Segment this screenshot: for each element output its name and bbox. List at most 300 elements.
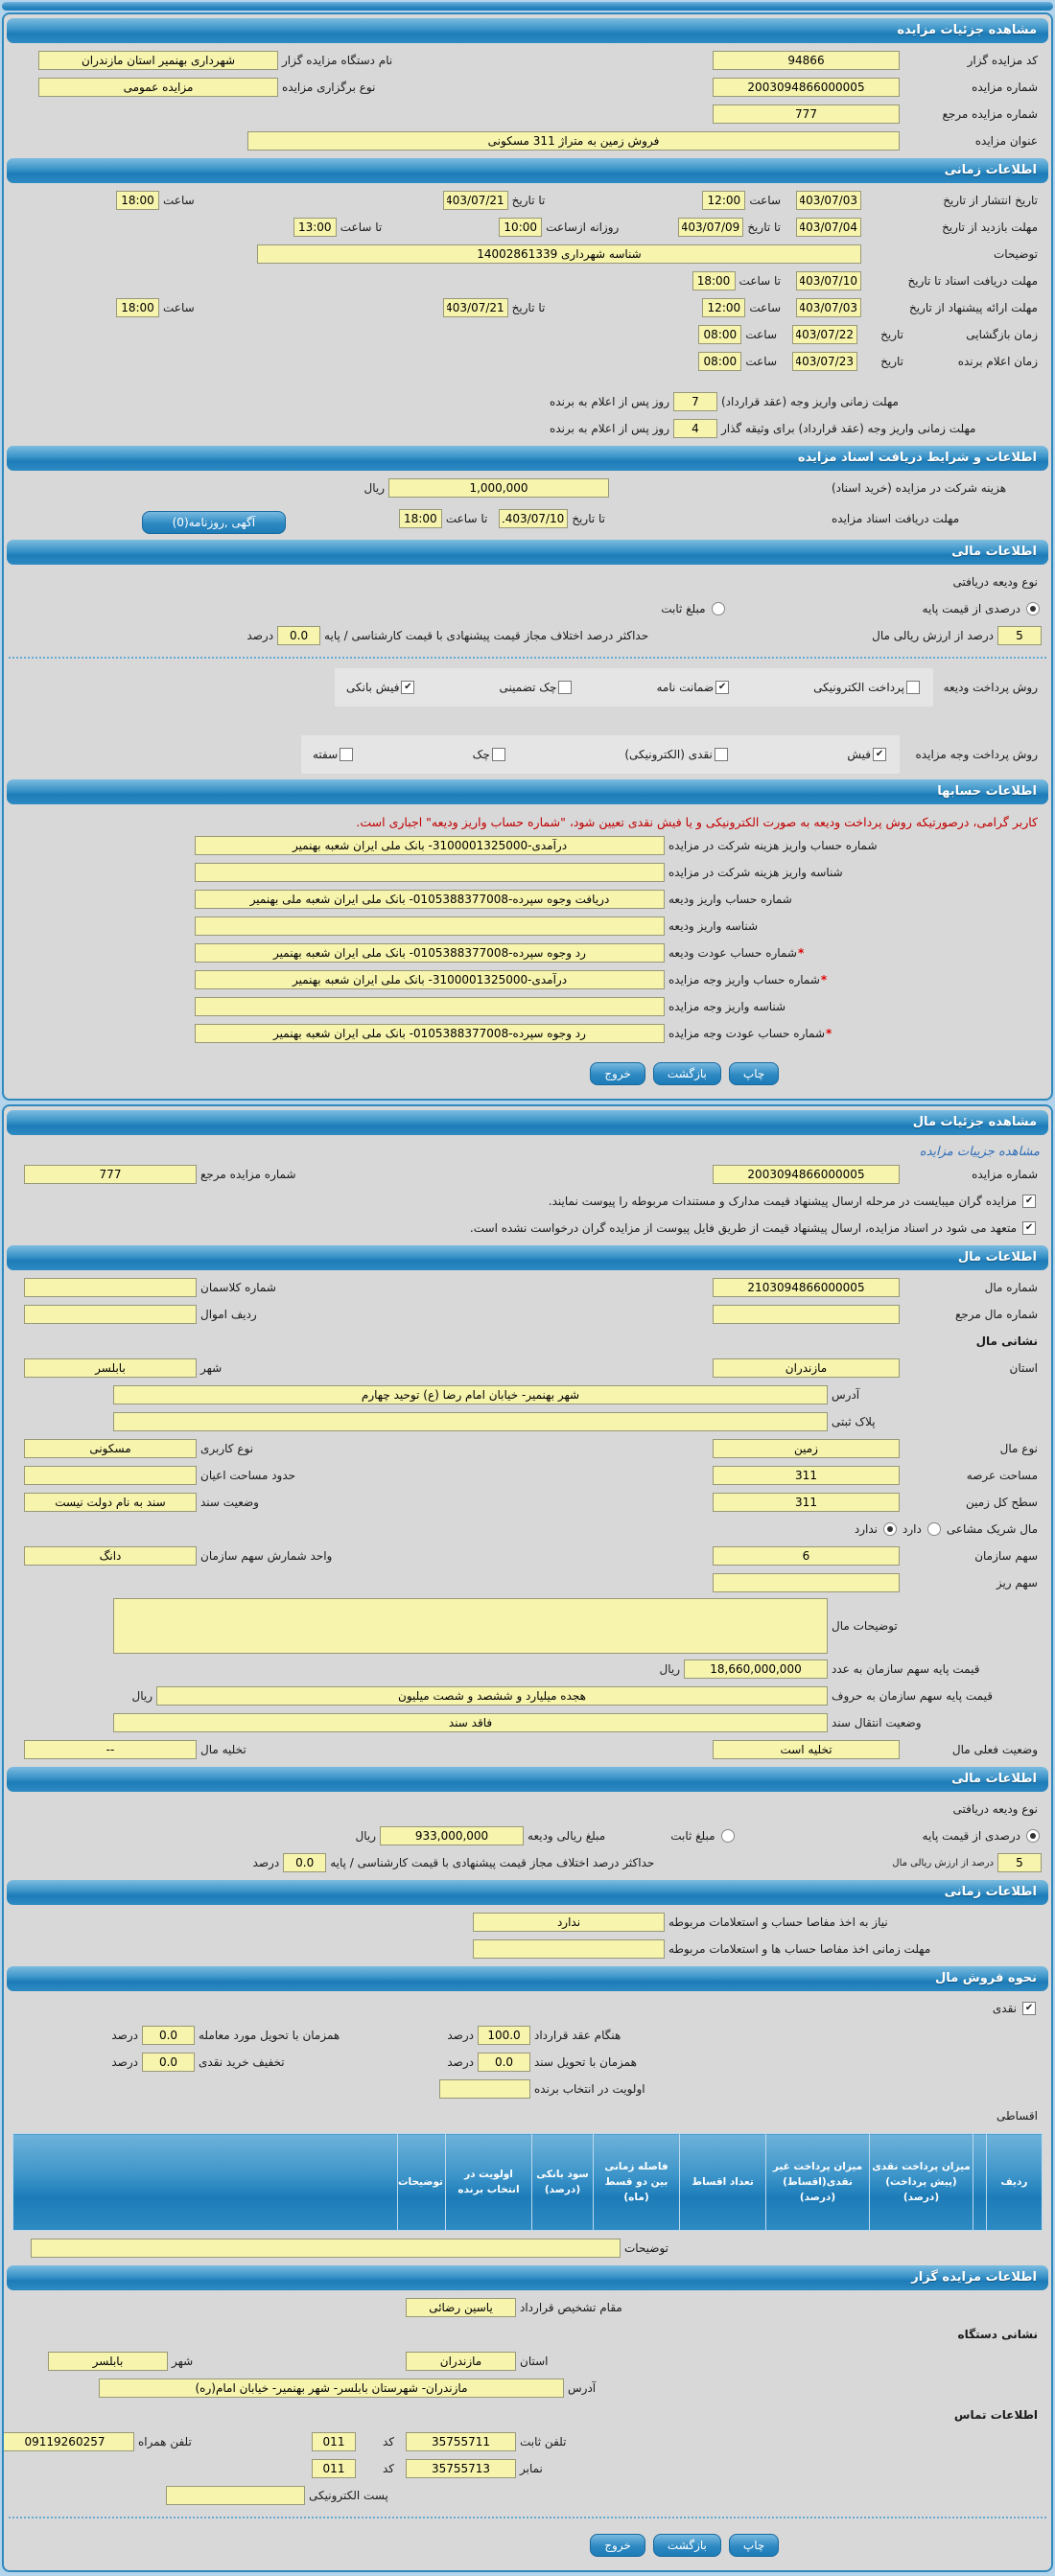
row-asset-auction-number [4, 1161, 1051, 1188]
total-land-field[interactable] [713, 1493, 900, 1512]
sale-description-field[interactable] [31, 2239, 621, 2258]
check-checkbox-icon[interactable] [492, 748, 505, 761]
required-asterisk: * [820, 973, 828, 986]
contract-sign-percent-field[interactable] [478, 2026, 530, 2045]
row-offer-deadline [4, 294, 1051, 321]
payment-deadline-guarantor-suffix: روز پس از اعلام به برنده [550, 422, 669, 435]
asset-percent-of-base-label: درصدی از قیمت پایه [922, 1829, 1020, 1843]
org-name-label: نام دستگاه مزایده گزار [282, 54, 393, 67]
cash-discount-field[interactable] [142, 2053, 195, 2072]
row-attach-docs-required [4, 1188, 1051, 1215]
row-asset-type [4, 1435, 1051, 1462]
row-current-status [4, 1736, 1051, 1763]
attach-docs-checkbox-icon[interactable] [1022, 1195, 1036, 1208]
section-header-auction-details: مشاهده جزئیات مزایده [7, 18, 1048, 43]
asset-province-label: استان [1009, 1361, 1038, 1375]
view-auction-details-link[interactable]: مشاهده جزییات مزایده [919, 1145, 1040, 1159]
delivery-percent-label: همزمان با تحویل مورد معامله [199, 2029, 340, 2042]
clearance-need-field[interactable] [473, 1913, 665, 1932]
auction-number-field[interactable] [713, 78, 900, 97]
asset-description-field[interactable] [113, 1598, 828, 1654]
no-attachment-checkbox-icon[interactable] [1022, 1221, 1036, 1235]
base-price-words-field[interactable] [156, 1686, 828, 1706]
winner-hour-field[interactable] [698, 352, 741, 371]
row-base-price-number [4, 1656, 1051, 1683]
row-sale-percents-1 [4, 2022, 1051, 2049]
account-auction-payment-field[interactable] [195, 970, 665, 989]
publish-from-date-field[interactable] [796, 191, 861, 210]
docs-limit-hour-field[interactable] [399, 509, 442, 528]
org-share-field[interactable] [713, 1546, 900, 1566]
cash-electronic-option[interactable] [624, 748, 730, 761]
auction-type-field[interactable] [38, 78, 278, 97]
visit-from-date-field[interactable] [796, 218, 861, 237]
asset-auction-ref-field[interactable] [24, 1165, 197, 1184]
bank-slip-label: فیش بانکی [346, 681, 400, 694]
offer-deadline-label: مهلت ارائه پیشنهاد از تاریخ [908, 301, 1038, 314]
asset-address-field[interactable] [113, 1385, 828, 1404]
row-payment-deadline-guarantor [4, 415, 1051, 442]
asset-city-label: شهر [200, 1361, 223, 1375]
email-field[interactable] [166, 2486, 305, 2505]
row-opening-time [4, 321, 1051, 348]
section-header-auctioneer-info: اطلاعات مزایده گزار [7, 2265, 1048, 2290]
org-city-field[interactable] [48, 2352, 168, 2371]
org-city-label: شهر [172, 2355, 194, 2368]
share-detail-label: سهم ریز [996, 1576, 1038, 1590]
delivery-percent-field[interactable] [142, 2026, 195, 2045]
time-description-label: توضیحات [993, 247, 1038, 261]
email-label: پست الکترونیکی [309, 2489, 388, 2502]
org-province-field[interactable] [406, 2352, 516, 2371]
land-area-label: مساحت عرصه [966, 1469, 1038, 1482]
section-header-asset-financial: اطلاعات مالی [7, 1767, 1048, 1792]
asset-max-diff-percent-label: درصد [252, 1856, 280, 1869]
cash-discount-unit: درصد [111, 2055, 138, 2069]
fax-field[interactable] [406, 2459, 516, 2478]
cash-discount-label: تخفیف خرید نقدی [199, 2055, 285, 2069]
account-fee-deposit-label: شماره حساب واریز هزینه شرکت در مزایده [668, 839, 878, 852]
row-deposit-payment-method [4, 666, 1051, 708]
fax-code-field[interactable] [312, 2459, 356, 2478]
visit-date-label: مهلت بازدید از تاریخ [942, 220, 1038, 234]
payment-deadline-guarantor-label: مهلت زمانی واریز وجه (عقد قرارداد) برای وثیقه گذار [721, 422, 976, 435]
opening-hour-label: ساعت [745, 328, 777, 341]
auction-details-panel [2, 12, 1053, 1101]
docs-limit-to-hour-label: تا ساعت [445, 512, 488, 525]
usage-type-field[interactable] [24, 1439, 197, 1458]
deposit-amount-label: مبلغ ریالی ودیعه [528, 1829, 606, 1843]
col-cash-prepayment: میزان پرداخت نقدی (پیش پرداخت) (درصد) [870, 2134, 973, 2231]
section-header-asset-details: مشاهده جزئیات مال [7, 1110, 1048, 1135]
winner-hour-label: ساعت [745, 355, 777, 368]
mobile-field[interactable] [2, 2432, 134, 2451]
winner-priority-label: اولویت در انتخاب برنده [534, 2082, 645, 2096]
contact-subheading: اطلاعات تماس [953, 2408, 1038, 2422]
shared-hasnot-radio[interactable] [883, 1522, 897, 1536]
asset-row-label: ردیف اموال [200, 1308, 257, 1321]
deposit-percent-field[interactable] [997, 626, 1042, 645]
row-asset-address [4, 1381, 1051, 1408]
offer-from-date-field[interactable] [796, 298, 861, 317]
participation-fee-field[interactable] [388, 478, 609, 498]
row-cash-sale [4, 1995, 1051, 2022]
opening-date-field[interactable] [792, 325, 857, 344]
classification-number-label: شماره کلاسمان [200, 1281, 276, 1294]
account-deposit-return-label: *شماره حساب عودت ودیعه [668, 946, 805, 960]
base-price-words-label: قیمت پایه سهم سازمان به حروف [832, 1689, 993, 1703]
clearance-need-label: نیاز به اخذ مفاصا حساب و استعلامات مربوطه [668, 1915, 888, 1929]
account-auction-payment-id-label: شناسه واریز وجه مزایده [668, 1000, 786, 1013]
row-sale-percents-2 [4, 2049, 1051, 2076]
auctioneer-code-field[interactable] [713, 51, 900, 70]
offer-to-hour-field[interactable] [116, 298, 159, 317]
slip-checkbox-icon[interactable] [873, 748, 886, 761]
asset-deposit-percent-label: درصد از ارزش ریالی مال [892, 1857, 994, 1868]
account-auction-payment-label: *شماره حساب واریز وجه مزایده [668, 973, 828, 986]
auction-type-label: نوع برگزاری مزایده [282, 81, 376, 94]
row-time-description [4, 241, 1051, 267]
phone-field[interactable] [406, 2432, 516, 2451]
max-diff-percent-label: درصد [246, 629, 274, 642]
row-docs-receive-limit [4, 501, 1051, 536]
account-deposit-id-label: شناسه واریز ودیعه [668, 919, 759, 933]
row-org-share [4, 1543, 1051, 1569]
required-asterisk: * [797, 946, 805, 960]
base-price-words-rial-label: ریال [131, 1689, 152, 1703]
row-share-detail [4, 1569, 1051, 1596]
electronic-payment-label: پرداخت الکترونیکی [813, 681, 904, 694]
bank-slip-option[interactable] [346, 681, 416, 694]
asset-description-label: توضیحات مال [832, 1619, 898, 1633]
payment-deadline-contract-field[interactable] [673, 392, 717, 411]
publish-date-label: تاریخ انتشار از تاریخ [943, 194, 1038, 207]
row-total-land [4, 1489, 1051, 1516]
panel2-button-row [318, 2534, 1051, 2557]
asset-row-field[interactable] [24, 1305, 197, 1324]
col-row-number: ردیف [987, 2134, 1043, 2231]
shared-has-radio[interactable] [927, 1522, 941, 1536]
docs-limit-label: مهلت دریافت اسناد مزایده [832, 512, 960, 525]
row-payment-deadline-contract [4, 388, 1051, 415]
row-installment-label [4, 2102, 1051, 2129]
deposit-amount-rial-label: ریال [355, 1829, 377, 1843]
electronic-payment-option[interactable] [813, 681, 922, 694]
row-asset-deposit-percent [4, 1849, 1051, 1876]
row-winner-announce-time [4, 348, 1051, 375]
deed-status-field[interactable] [24, 1493, 197, 1512]
winner-date-field[interactable] [792, 352, 857, 371]
electronic-payment-checkbox-icon[interactable] [906, 681, 920, 694]
winner-priority-field[interactable] [439, 2079, 530, 2099]
asset-province-field[interactable] [713, 1358, 900, 1378]
phone-label: تلفن ثابت [520, 2435, 567, 2448]
secured-check-checkbox-icon[interactable] [558, 681, 572, 694]
asset-percent-of-base-rad io[interactable] [1026, 1829, 1040, 1843]
col-noncash-installment: میزان پرداخت غیر نقدی(اقساط) (درصد) [766, 2134, 870, 2231]
guarantee-letter-label: ضمانت نامه [656, 681, 715, 694]
account-deposit-id-field[interactable] [195, 917, 665, 936]
row-account-deposit-return [4, 940, 1051, 966]
row-base-price-words [4, 1683, 1051, 1709]
publish-to-date-field[interactable] [443, 191, 508, 210]
account-deposit-return-field[interactable] [195, 943, 665, 963]
slip-label: فیش [847, 748, 871, 761]
row-account-auction-payment [4, 966, 1051, 993]
guarantee-letter-option[interactable] [656, 681, 731, 694]
participation-fee-rial-label: ریال [363, 481, 385, 495]
row-auctioneer-code [4, 47, 1051, 74]
clearance-deadline-field[interactable] [473, 1939, 665, 1959]
asset-city-field[interactable] [24, 1358, 197, 1378]
print-button[interactable]: چاپ [729, 1062, 779, 1085]
asset-details-panel [2, 1104, 1053, 2572]
opening-hour-field[interactable] [698, 325, 741, 344]
row-sale-description [4, 2235, 1051, 2262]
base-price-number-field[interactable] [684, 1659, 828, 1679]
row-visit-deadline [4, 214, 1051, 241]
publish-to-hour-label: ساعت [163, 194, 195, 207]
auction-payment-method-label: روش پرداخت وجه مزایده [915, 748, 1038, 761]
col-bank-interest: سود بانکی (درصد) [532, 2134, 594, 2231]
fixed-amount-label: مبلغ ثابت [661, 602, 706, 615]
building-area-field[interactable] [24, 1466, 197, 1485]
check-label: چک [472, 748, 490, 761]
phone-code-field[interactable] [312, 2432, 356, 2451]
offer-to-hour-label: ساعت [163, 301, 195, 314]
deed-delivery-percent-field[interactable] [478, 2053, 530, 2072]
org-share-label: سهم سازمان [974, 1549, 1038, 1563]
time-description-field[interactable] [257, 244, 861, 264]
base-price-rial-label: ریال [659, 1662, 680, 1676]
col-spacer [973, 2134, 987, 2231]
col-installment-interval: فاصله زمانی بین دو قسط (ماه) [594, 2134, 680, 2231]
payment-deadline-guarantor-field[interactable] [673, 419, 717, 438]
org-address-field[interactable] [99, 2379, 564, 2398]
newspaper-ad-button[interactable]: آگهی ,روزنامه(0) [142, 511, 286, 534]
deposit-payment-method-label: روش پرداخت ودیعه [943, 681, 1038, 694]
exit-button[interactable]: خروج [590, 1062, 645, 1085]
row-account-deposit [4, 886, 1051, 913]
auction-title-label: عنوان مزایده [974, 134, 1038, 148]
promissory-note-checkbox-icon[interactable] [340, 748, 353, 761]
account-deposit-field[interactable] [195, 890, 665, 909]
asset-auction-ref-label: شماره مزایده مرجع [200, 1168, 296, 1181]
deed-delivery-percent-unit: درصد [447, 2055, 474, 2069]
account-auction-payment-id-field[interactable] [195, 997, 665, 1016]
cash-sale-checkbox-icon[interactable] [1022, 2002, 1036, 2015]
row-email [4, 2482, 1051, 2509]
row-deed-transfer-status [4, 1709, 1051, 1736]
row-org-address [4, 2375, 1051, 2402]
asset-number-field[interactable] [713, 1278, 900, 1297]
sale-description-label: توضیحات [623, 2241, 668, 2255]
row-registration-plate [4, 1408, 1051, 1435]
exit-button-bottom[interactable]: خروج [590, 2534, 645, 2557]
promissory-note-option[interactable] [313, 748, 355, 761]
visit-daily-from-label: روزانه ازساعت [546, 220, 620, 234]
asset-max-diff-label: حداکثر درصد اختلاف مجاز قیمت پیشنهادی با قیمت کارشناسی / پایه [330, 1856, 655, 1869]
publish-hour-label: ساعت [749, 194, 781, 207]
opening-time-label: زمان بازگشایی [966, 328, 1038, 341]
percent-of-base-radio[interactable] [1026, 602, 1040, 615]
row-participation-fee [4, 475, 1051, 501]
asset-ref-number-field[interactable] [713, 1305, 900, 1324]
evacuation-field[interactable] [24, 1740, 197, 1759]
row-asset-deposit-type-label [4, 1796, 1051, 1822]
deposit-amount-field[interactable] [380, 1826, 524, 1845]
required-asterisk: * [826, 1027, 832, 1040]
asset-deposit-percent-field[interactable] [997, 1853, 1042, 1872]
back-button[interactable]: بازگشت [653, 1062, 721, 1085]
dotted-divider [9, 657, 1046, 659]
publish-to-date-label: تا تاریخ [511, 194, 546, 207]
installments-header-row [13, 2134, 1043, 2231]
cash-electronic-checkbox-icon[interactable] [715, 748, 728, 761]
auction-payment-options-box [301, 735, 900, 774]
offer-to-date-field[interactable] [443, 298, 508, 317]
asset-max-diff-field[interactable] [283, 1853, 326, 1872]
asset-address-subheading: نشانی مال [975, 1334, 1038, 1348]
delivery-percent-unit: درصد [111, 2029, 138, 2042]
deed-delivery-percent-label: همزمان با تحویل سند [534, 2055, 637, 2069]
visit-to-date-label: تا تاریخ [747, 220, 781, 234]
publish-from-hour-field[interactable] [702, 191, 745, 210]
row-no-attachment-commitment [4, 1215, 1051, 1242]
shared-hasnot-label: ندارد [854, 1522, 879, 1536]
shared-has-label: دارد [903, 1522, 922, 1536]
total-land-label: سطح کل زمین [965, 1496, 1038, 1509]
account-fee-id-field[interactable] [195, 863, 665, 882]
auction-ref-label: شماره مزایده مرجع [942, 107, 1038, 121]
col-notes: توضیحات [398, 2134, 446, 2231]
asset-number-label: شماره مال [984, 1281, 1038, 1294]
docs-deadline-hour-label: تا ساعت [738, 274, 781, 288]
row-account-auction-return [4, 1020, 1051, 1047]
payment-deadline-contract-suffix: روز پس از اعلام به برنده [550, 395, 669, 408]
shared-ownership-label: مال شریک مشاعی [946, 1522, 1038, 1536]
row-deposit-type-options [4, 595, 1051, 622]
contract-authority-field[interactable] [406, 2298, 516, 2317]
guarantee-letter-checkbox-icon[interactable] [715, 681, 729, 694]
section-header-accounts-info: اطلاعات حسابها [7, 779, 1048, 804]
fax-label: نمابر [520, 2462, 543, 2475]
share-detail-field[interactable] [713, 1573, 900, 1592]
required-asterisk [878, 839, 879, 852]
share-unit-field[interactable] [24, 1546, 197, 1566]
max-diff-field[interactable] [277, 626, 320, 645]
bank-slip-checkbox-icon[interactable] [401, 681, 414, 694]
required-asterisk [785, 1000, 786, 1013]
asset-deposit-type-label: نوع ودیعه دریافتی [952, 1802, 1038, 1816]
share-unit-label: واحد شمارش سهم سازمان [200, 1549, 333, 1563]
asset-address-label: آدرس [832, 1388, 860, 1402]
account-fee-deposit-field[interactable] [195, 836, 665, 855]
row-deposit-percent [4, 622, 1051, 649]
visit-to-date-field[interactable] [678, 218, 743, 237]
row-winner-priority [4, 2076, 1051, 2102]
deposit-type-label: نوع ودیعه دریافتی [952, 575, 1038, 589]
asset-type-label: نوع مال [999, 1442, 1038, 1455]
docs-deadline-date-field[interactable] [796, 271, 861, 290]
mobile-label: تلفن همراه [138, 2435, 192, 2448]
org-province-label: استان [520, 2355, 549, 2368]
auction-ref-field[interactable] [713, 104, 900, 124]
registration-plate-field[interactable] [113, 1412, 828, 1431]
row-docs-receive-deadline [4, 267, 1051, 294]
docs-limit-to-date-label: تا تاریخ [572, 512, 605, 525]
row-asset-province [4, 1355, 1051, 1381]
asset-type-field[interactable] [713, 1439, 900, 1458]
contract-sign-percent-label: هنگام عقد قرارداد [534, 2029, 621, 2042]
auction-title-field[interactable] [247, 131, 900, 151]
required-asterisk [758, 919, 759, 933]
fixed-amount-radio[interactable] [712, 602, 725, 615]
payment-deadline-contract-label: مهلت زمانی واریز وجه (عقد قرارداد) [721, 395, 899, 408]
secured-check-option[interactable] [500, 681, 574, 694]
visit-daily-from-field[interactable] [499, 218, 542, 237]
section-header-sale-method: نحوه فروش مال [7, 1966, 1048, 1991]
no-attachment-text: متعهد می شود در اسناد مزایده، ارسال پیشنهاد قیمت از طریق فایل پیوست از مزایده گران درخواست نشده است. [469, 1221, 1017, 1235]
docs-deadline-hour-field[interactable] [692, 271, 736, 290]
account-auction-return-field[interactable] [195, 1024, 665, 1043]
accounts-mandatory-note: کاربر گرامی، درصورتیکه روش پرداخت ودیعه به صورت الکترونیکی و یا فیش نقدی تعیین شود، "شماره حساب واریز ودیعه" اجباری است. [356, 815, 1038, 829]
account-fee-id-label: شناسه واریز هزینه شرکت در مزایده [668, 866, 843, 879]
slip-option[interactable] [847, 748, 888, 761]
participation-fee-label: هزینه شرکت در مزایده (خرید اسناد) [832, 481, 1007, 495]
row-deposit-type-label [4, 569, 1051, 595]
cash-sale-label: نقدی [992, 2002, 1017, 2015]
publish-to-hour-field[interactable] [116, 191, 159, 210]
deed-transfer-status-field[interactable] [113, 1713, 828, 1732]
asset-auction-number-field[interactable] [713, 1165, 900, 1184]
evacuation-label: تخلیه مال [200, 1743, 246, 1756]
phone-code-label: کد [382, 2435, 394, 2448]
visit-to-hour-field[interactable] [293, 218, 337, 237]
asset-fixed-amount-radio[interactable] [721, 1829, 735, 1843]
fax-code-label: کد [382, 2462, 394, 2475]
print-button-bottom[interactable]: چاپ [729, 2534, 779, 2557]
offer-from-hour-field[interactable] [702, 298, 745, 317]
asset-fixed-amount-label: مبلغ ثابت [670, 1829, 715, 1843]
back-button-bottom[interactable]: بازگشت [653, 2534, 721, 2557]
check-option[interactable] [473, 748, 507, 761]
deposit-payment-options-box [335, 668, 933, 707]
contract-sign-percent-unit: درصد [447, 2029, 474, 2042]
current-status-label: وضعیت فعلی مال [951, 1743, 1038, 1756]
org-name-field[interactable] [38, 51, 278, 70]
docs-limit-date-field[interactable] [499, 509, 568, 528]
row-auction-ref-number [4, 101, 1051, 128]
col-empty-wide [13, 2134, 398, 2231]
row-org-province [4, 2348, 1051, 2375]
section-header-financial-info: اطلاعات مالی [7, 540, 1048, 565]
land-area-field[interactable] [713, 1466, 900, 1485]
row-auction-number [4, 74, 1051, 101]
asset-auction-number-label: شماره مزایده [972, 1168, 1038, 1181]
deed-transfer-status-label: وضعیت انتقال سند [832, 1716, 922, 1729]
classification-number-field[interactable] [24, 1278, 197, 1297]
panel1-button-row [318, 1062, 1051, 1085]
docs-deadline-label: مهلت دریافت اسناد تا تاریخ [907, 274, 1038, 288]
asset-ref-number-label: شماره مال مرجع [954, 1308, 1038, 1321]
row-asset-deposit-type-options [4, 1822, 1051, 1849]
section-header-asset-time-info: اطلاعات زمانی [7, 1880, 1048, 1905]
current-status-field[interactable] [713, 1740, 900, 1759]
clearance-deadline-label: مهلت زمانی اخذ مفاصا حساب ها و استعلامات مربوطه [668, 1942, 931, 1956]
offer-to-date-label: تا تاریخ [511, 301, 546, 314]
installment-label: اقساطی [996, 2109, 1038, 2123]
